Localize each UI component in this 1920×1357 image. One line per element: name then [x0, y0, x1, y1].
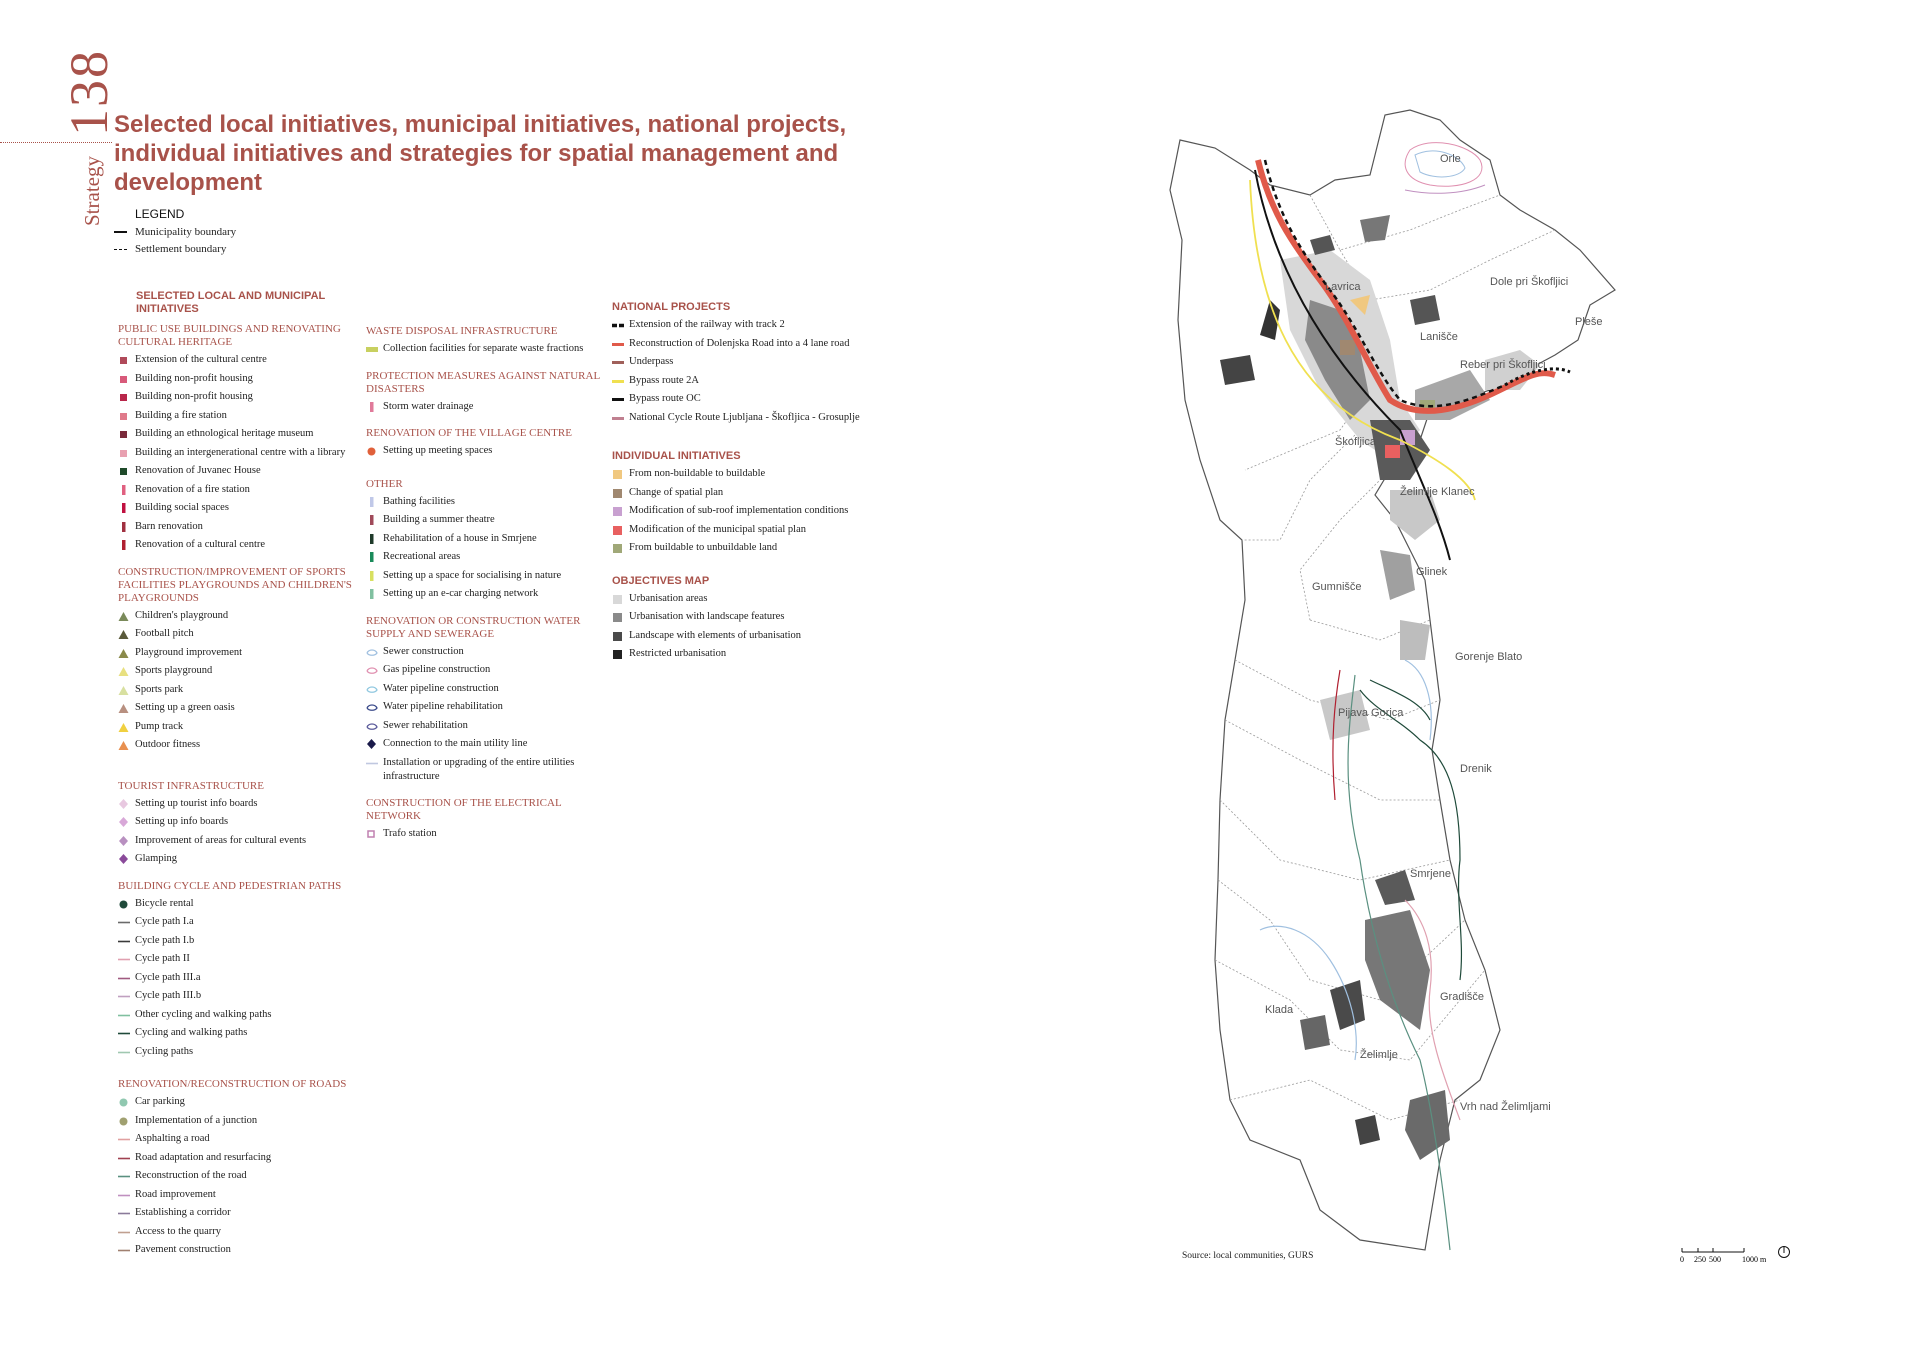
diamond-swatch-icon — [118, 799, 130, 809]
place-label: Orle — [1440, 153, 1461, 165]
legend-item-label: Urbanisation areas — [629, 592, 708, 604]
legend-item-urbanisation-areas — [612, 592, 902, 606]
legend-item-label: Renovation of Juvanec House — [135, 465, 261, 476]
scale-bar — [1672, 1244, 1792, 1266]
objectives-group — [612, 575, 902, 675]
legend-column-local — [118, 290, 368, 1271]
square-swatch-icon — [118, 374, 130, 384]
legend-item-label: Extension of the railway with track 2 — [629, 319, 785, 330]
section-heading: WASTE DISPOSAL INFRASTRUCTURE — [366, 325, 558, 337]
legend-item-storm-water-drainage — [366, 400, 606, 414]
legend-item-cycle-path-ii — [118, 952, 368, 966]
legend-settlement-boundary: Settlement boundary — [114, 243, 226, 255]
line-swatch-icon — [118, 991, 130, 1001]
legend-item-playground-improvement — [118, 646, 368, 660]
tourist-group — [118, 780, 368, 880]
place-label: Drenik — [1460, 763, 1492, 775]
legend-item-label: Cycle path I.b — [135, 934, 195, 946]
legend-item-label: Storm water drainage — [383, 400, 474, 412]
bar-swatch-icon — [366, 571, 378, 581]
legend-item-improvement-of-areas-for-cultural-events — [118, 834, 368, 848]
electric-group — [366, 797, 606, 855]
section-heading: BUILDING CYCLE AND PEDESTRIAN PATHS — [118, 879, 342, 892]
linethick-swatch-icon — [612, 339, 624, 349]
diamond-swatch-icon — [118, 817, 130, 827]
section-heading: CONSTRUCTION/IMPROVEMENT OF SPORTS FACILITIES PLAYGROUNDS AND CHILDREN'S PLAYGROUNDS — [118, 565, 352, 604]
legend-item-building-an-intergenerational-centre-wit — [118, 446, 368, 460]
local-heading: SELECTED LOCAL AND MUNICIPAL INITIATIVES — [136, 290, 326, 315]
line-swatch-icon — [118, 1208, 130, 1218]
legend-item-establishing-a-corridor — [118, 1206, 368, 1220]
line-swatch-icon — [118, 1171, 130, 1181]
line-swatch-icon — [118, 1028, 130, 1038]
bar-swatch-icon — [366, 589, 378, 599]
legend-item-label: Cycle path III.a — [135, 971, 201, 983]
legend-item-setting-up-info-boards — [118, 815, 368, 829]
wide-swatch-icon — [366, 344, 378, 354]
legend-item-restricted-urbanisation — [612, 647, 902, 661]
place-label: Pleše — [1575, 316, 1603, 328]
triangle-swatch-icon — [118, 629, 130, 639]
legend-item-label: Setting up an e-car charging network — [383, 588, 539, 599]
line-swatch-icon — [118, 1047, 130, 1057]
square-swatch-icon — [118, 411, 130, 421]
place-label: Smrjene — [1410, 868, 1451, 880]
scale-tick-label: 500 — [1709, 1255, 1721, 1264]
legend-item-cycle-path-iii-a — [118, 971, 368, 985]
legend-item-label: Connection to the main utility line — [383, 738, 528, 749]
line-swatch-icon — [118, 1190, 130, 1200]
legend-item-label: Barn renovation — [135, 520, 203, 532]
legend-item-label: Gas pipeline construction — [383, 664, 491, 675]
legend-item-building-non-profit-housing — [118, 390, 368, 404]
dot-swatch-icon — [118, 899, 130, 909]
dot-swatch-icon — [366, 446, 378, 456]
sports-group — [118, 566, 368, 766]
block-swatch-icon — [612, 594, 624, 604]
legend-item-label: Football pitch — [135, 628, 194, 639]
legend-item-label: Trafo station — [383, 828, 437, 839]
header-rule — [0, 142, 112, 143]
linethick-swatch-icon — [612, 394, 624, 404]
legend-item-sewer-rehabilitation — [366, 719, 606, 733]
legend-item-label: Cycle path I.a — [135, 916, 194, 927]
triangle-swatch-icon — [118, 685, 130, 695]
legend-item-extension-of-the-cultural-centre — [118, 353, 368, 367]
section-heading: PUBLIC USE BUILDINGS AND RENOVATING CULTURAL HERITAGE — [118, 323, 341, 348]
legend-item-label: Building non-profit housing — [135, 372, 253, 384]
roads-group — [118, 1078, 368, 1271]
line-swatch-icon — [118, 1153, 130, 1163]
legend-item-label: Car parking — [135, 1096, 185, 1107]
water-group — [366, 615, 606, 798]
legend-item-connection-to-the-main-utility-line — [366, 737, 606, 751]
legend-item-bypass-route-2a — [612, 374, 902, 388]
legend-item-building-a-fire-station — [118, 409, 368, 423]
square-swatch-icon — [118, 355, 130, 365]
legend-item-sports-playground — [118, 664, 368, 678]
bar-swatch-icon — [366, 515, 378, 525]
legend-item-label: Cycling paths — [135, 1045, 194, 1057]
legend-item-label: Setting up a space for socialising in nature — [383, 569, 562, 581]
village-group — [366, 427, 606, 472]
legend-item-label: Asphalting a road — [135, 1133, 210, 1144]
legend-item-label: National Cycle Route Ljubljana - Škofljica - Grosuplje — [629, 411, 860, 423]
legend-item-outdoor-fitness — [118, 738, 368, 752]
legend-item-label: Road adaptation and resurfacing — [135, 1151, 272, 1163]
cycle-group — [118, 880, 368, 1073]
diamond-swatch-icon — [118, 854, 130, 864]
section-heading: RENOVATION OR CONSTRUCTION WATER SUPPLY AND SEWERAGE — [366, 614, 581, 640]
legend-item-modification-of-sub-roof-implementation- — [612, 504, 902, 518]
legend-item-label: Modification of the municipal spatial plan — [629, 523, 806, 535]
section-heading: RENOVATION/RECONSTRUCTION OF ROADS — [118, 1078, 347, 1090]
legend-item-setting-up-a-green-oasis — [118, 701, 368, 715]
legend-item-other-cycling-and-walking-paths — [118, 1008, 368, 1022]
scale-tick-label: 1000 m — [1742, 1255, 1767, 1264]
legend-item-label: Sports park — [135, 683, 184, 695]
bar-swatch-icon — [366, 497, 378, 507]
legend-item-label: Building an ethnological heritage museum — [135, 428, 314, 439]
place-label: Klada — [1265, 1004, 1294, 1016]
section-heading: NATIONAL PROJECTS — [612, 301, 731, 313]
bar-swatch-icon — [366, 402, 378, 412]
dot-swatch-icon — [118, 1097, 130, 1107]
legend-item-football-pitch — [118, 627, 368, 641]
legend-item-children-s-playground — [118, 609, 368, 623]
place-label: Škofljica — [1335, 436, 1376, 448]
legend-item-label: Glamping — [135, 853, 177, 864]
legend-item-label: Bypass route OC — [629, 393, 701, 404]
legend-item-label: Installation or upgrading of the entire utilities infrastructure — [383, 756, 575, 782]
place-label: Gumnišče — [1312, 581, 1362, 593]
line-swatch-icon — [118, 973, 130, 983]
legend-item-label: Improvement of areas for cultural events — [135, 834, 307, 846]
legend-item-bathing-facilities — [366, 495, 606, 509]
legend-item-label: Recreational areas — [383, 551, 461, 562]
legend-item-installation-or-upgrading-of-the-entire- — [366, 756, 606, 784]
place-label: Želimlje — [1360, 1049, 1398, 1061]
scale-tick-label: 0 — [1680, 1255, 1684, 1264]
loop-swatch-icon — [366, 721, 378, 731]
section-heading: PROTECTION MEASURES AGAINST NATURAL DISASTERS — [366, 369, 600, 395]
national-group — [612, 301, 902, 438]
legend-item-label: Playground improvement — [135, 646, 243, 658]
legend-item-cycling-paths — [118, 1045, 368, 1059]
legend-item-bypass-route-oc — [612, 392, 902, 406]
linethick-swatch-icon — [612, 413, 624, 423]
legend-item-label: Setting up a green oasis — [135, 702, 235, 713]
legend-item-implementation-of-a-junction — [118, 1114, 368, 1128]
legend-item-building-an-ethnological-heritage-museum — [118, 427, 368, 441]
line-swatch-icon — [118, 1010, 130, 1020]
legend-item-label: Cycling and walking paths — [135, 1027, 248, 1038]
legend-heading: LEGEND — [135, 207, 185, 221]
legend-item-rehabilitation-of-a-house-in-smrjene — [366, 532, 606, 546]
square-swatch-icon — [118, 429, 130, 439]
place-label: Pijava Gorica — [1338, 707, 1404, 719]
legend-item-recreational-areas — [366, 550, 606, 564]
legend-item-collection-facilities-for-separate-waste — [366, 342, 606, 356]
legend-item-label: Setting up tourist info boards — [135, 797, 258, 809]
legend-item-trafo-station — [366, 827, 606, 841]
line-swatch-icon — [118, 1134, 130, 1144]
bar-swatch-icon — [366, 552, 378, 562]
legend-item-barn-renovation — [118, 520, 368, 534]
legend-item-gas-pipeline-construction — [366, 663, 606, 677]
legend-item-access-to-the-quarry — [118, 1225, 368, 1239]
block-swatch-icon — [612, 543, 624, 553]
legend-item-road-adaptation-and-resurfacing — [118, 1151, 368, 1165]
legend-item-label: Building a summer theatre — [383, 514, 495, 525]
triangle-swatch-icon — [118, 740, 130, 750]
line-swatch-icon — [118, 1245, 130, 1255]
map-source: Source: local communities, GURS — [1182, 1251, 1314, 1261]
legend-item-label: Water pipeline rehabilitation — [383, 701, 503, 712]
legend-item-change-of-spatial-plan — [612, 486, 902, 500]
legend-item-asphalting-a-road — [118, 1132, 368, 1146]
legend-item-cycle-path-i-b — [118, 934, 368, 948]
legend-item-label: Extension of the cultural centre — [135, 354, 267, 365]
legend-item-bicycle-rental — [118, 897, 368, 911]
square-swatch-icon — [118, 448, 130, 458]
legend-item-renovation-of-a-fire-station — [118, 483, 368, 497]
bar-swatch-icon — [118, 503, 130, 513]
individual-group — [612, 450, 902, 569]
legend-item-underpass — [612, 355, 902, 369]
place-label: Želimlje Klanec — [1400, 486, 1475, 498]
legend-item-label: Pump track — [135, 720, 184, 732]
legend-item-label: Reconstruction of the road — [135, 1170, 247, 1181]
legend-item-from-non-buildable-to-buildable — [612, 467, 902, 481]
block-swatch-icon — [612, 525, 624, 535]
square-swatch-icon — [118, 466, 130, 476]
legend-item-label: Bypass route 2A — [629, 374, 699, 386]
block-swatch-icon — [612, 488, 624, 498]
triangle-swatch-icon — [118, 611, 130, 621]
legend-item-water-pipeline-construction — [366, 682, 606, 696]
legend-item-sports-park — [118, 683, 368, 697]
section-heading: INDIVIDUAL INITIATIVES — [612, 450, 741, 462]
legend-item-cycle-path-i-a — [118, 915, 368, 929]
section-label: Strategy — [80, 156, 104, 226]
legend-item-label: Pavement construction — [135, 1244, 231, 1255]
linethick-swatch-icon — [612, 357, 624, 367]
legend-item-pump-track — [118, 720, 368, 734]
legend-item-label: Urbanisation with landscape features — [629, 611, 785, 622]
legend-item-urbanisation-with-landscape-features — [612, 610, 902, 624]
legend-item-label: Road improvement — [135, 1188, 216, 1200]
legend-item-label: Reconstruction of Dolenjska Road into a 4 lane road — [629, 337, 850, 349]
dashthick-swatch-icon — [612, 320, 624, 330]
block-swatch-icon — [612, 506, 624, 516]
linethick-swatch-icon — [612, 376, 624, 386]
legend-item-label: Building social spaces — [135, 502, 229, 513]
section-heading: OTHER — [366, 477, 403, 490]
legend-item-label: Collection facilities for separate waste fractions — [383, 343, 584, 354]
legend-item-building-a-summer-theatre — [366, 513, 606, 527]
legend-item-building-social-spaces — [118, 501, 368, 515]
legend-item-setting-up-an-e-car-charging-network — [366, 587, 606, 601]
bar-swatch-icon — [118, 522, 130, 532]
loop-swatch-icon — [366, 647, 378, 657]
legend-item-label: Sewer rehabilitation — [383, 719, 468, 731]
line-swatch-icon — [118, 954, 130, 964]
legend-column-national — [612, 301, 902, 675]
place-label: Glinek — [1416, 566, 1448, 578]
place-label: Lanišče — [1420, 331, 1458, 343]
legend-item-label: Building an intergenerational centre with a library — [135, 446, 346, 458]
legend-item-sewer-construction — [366, 645, 606, 659]
place-label: Dole pri Škofljici — [1490, 276, 1569, 288]
block-swatch-icon — [612, 649, 624, 659]
place-label: Lavrica — [1325, 281, 1361, 293]
legend-item-label: Rehabilitation of a house in Smrjene — [383, 532, 537, 544]
legend-item-label: From buildable to unbuildable land — [629, 542, 778, 553]
legend-item-label: Bathing facilities — [383, 495, 456, 507]
legend-item-label: Setting up info boards — [135, 816, 229, 827]
scale-tick-label: 250 — [1694, 1255, 1706, 1264]
legend-item-label: Access to the quarry — [135, 1225, 222, 1237]
legend-item-building-non-profit-housing — [118, 372, 368, 386]
legend-item-label: Renovation of a fire station — [135, 483, 250, 495]
legend-item-label: Children's playground — [135, 609, 229, 621]
section-heading: TOURIST INFRASTRUCTURE — [118, 779, 264, 792]
legend-item-renovation-of-juvanec-house — [118, 464, 368, 478]
section-heading: CONSTRUCTION OF THE ELECTRICAL NETWORK — [366, 797, 562, 822]
block-swatch-icon — [612, 612, 624, 622]
legend-item-renovation-of-a-cultural-centre — [118, 538, 368, 552]
legend-municipality-boundary: Municipality boundary — [114, 226, 236, 238]
legend-item-extension-of-the-railway-with-track-2 — [612, 318, 902, 332]
page-number: 138 — [59, 49, 119, 136]
place-label: Reber pri Škofljici — [1460, 359, 1546, 371]
protection-group — [366, 370, 606, 428]
loop-swatch-icon — [366, 684, 378, 694]
legend-item-landscape-with-elements-of-urbanisation — [612, 629, 902, 643]
block-swatch-icon — [612, 469, 624, 479]
legend-item-setting-up-meeting-spaces — [366, 444, 606, 458]
legend-item-glamping — [118, 852, 368, 866]
legend-item-road-improvement — [118, 1188, 368, 1202]
line-swatch-icon — [118, 1227, 130, 1237]
section-heading: RENOVATION OF THE VILLAGE CENTRE — [366, 427, 572, 439]
place-label: Vrh nad Želimljami — [1460, 1101, 1551, 1113]
diamond-swatch-icon — [366, 739, 378, 749]
triangle-swatch-icon — [118, 722, 130, 732]
legend-item-pavement-construction — [118, 1243, 368, 1257]
diamond-swatch-icon — [118, 836, 130, 846]
legend-item-setting-up-tourist-info-boards — [118, 797, 368, 811]
hollow-swatch-icon — [366, 829, 378, 839]
legend-item-from-buildable-to-unbuildable-land — [612, 541, 902, 555]
waste-group — [366, 325, 606, 370]
legend-item-label: Sports playground — [135, 665, 213, 676]
legend-item-reconstruction-of-dolenjska-road-into-a- — [612, 337, 902, 351]
legend-column-middle — [366, 325, 606, 855]
bar-swatch-icon — [366, 534, 378, 544]
legend-item-label: Other cycling and walking paths — [135, 1008, 272, 1020]
legend-item-label: Cycle path III.b — [135, 990, 202, 1001]
legend-item-label: Sewer construction — [383, 645, 464, 657]
triangle-swatch-icon — [118, 666, 130, 676]
legend-item-modification-of-the-municipal-spatial-pl — [612, 523, 902, 537]
triangle-swatch-icon — [118, 648, 130, 658]
place-label: Gorenje Blato — [1455, 651, 1523, 663]
legend-item-label: Bicycle rental — [135, 897, 194, 909]
legend-item-label: Modification of sub-roof implementation conditions — [629, 505, 849, 516]
legend-item-label: Setting up meeting spaces — [383, 445, 493, 456]
dot-swatch-icon — [118, 1116, 130, 1126]
section-heading: OBJECTIVES MAP — [612, 574, 710, 587]
legend-item-national-cycle-route-ljubljana-kofljica- — [612, 411, 902, 425]
other-group — [366, 478, 606, 615]
legend-item-car-parking — [118, 1095, 368, 1109]
square-swatch-icon — [118, 392, 130, 402]
triangle-swatch-icon — [118, 703, 130, 713]
legend-item-setting-up-a-space-for-socialising-in-na — [366, 569, 606, 583]
legend-item-label: Building non-profit housing — [135, 391, 253, 402]
legend-item-label: Water pipeline construction — [383, 682, 499, 694]
legend-item-reconstruction-of-the-road — [118, 1169, 368, 1183]
legend-item-cycling-and-walking-paths — [118, 1026, 368, 1040]
legend-item-label: Outdoor fitness — [135, 739, 201, 750]
public-use-group — [118, 323, 368, 566]
block-swatch-icon — [612, 631, 624, 641]
legend-item-label: Cycle path II — [135, 953, 190, 964]
legend-item-label: Implementation of a junction — [135, 1114, 258, 1126]
loop-swatch-icon — [366, 702, 378, 712]
line-swatch-icon — [118, 917, 130, 927]
legend-item-cycle-path-iii-b — [118, 989, 368, 1003]
legend-item-label: Building a fire station — [135, 409, 227, 421]
loop-swatch-icon — [366, 665, 378, 675]
legend-item-label: Establishing a corridor — [135, 1207, 231, 1218]
legend-item-water-pipeline-rehabilitation — [366, 700, 606, 714]
legend-item-label: Landscape with elements of urbanisation — [629, 629, 802, 641]
line-swatch-icon — [366, 758, 378, 768]
place-label: Gradišče — [1440, 991, 1485, 1003]
bar-swatch-icon — [118, 485, 130, 495]
legend-item-label: Restricted urbanisation — [629, 648, 727, 659]
legend-item-label: Underpass — [629, 356, 674, 367]
legend-item-label: Renovation of a cultural centre — [135, 539, 266, 550]
legend-item-label: From non-buildable to buildable — [629, 468, 766, 479]
page-title: Selected local initiatives, municipal initiatives, national projects, individual initiatives and strategies for spatial management and development — [114, 111, 847, 196]
legend-item-label: Change of spatial plan — [629, 486, 724, 498]
bar-swatch-icon — [118, 540, 130, 550]
line-swatch-icon — [118, 936, 130, 946]
municipality-map — [1160, 100, 1810, 1270]
